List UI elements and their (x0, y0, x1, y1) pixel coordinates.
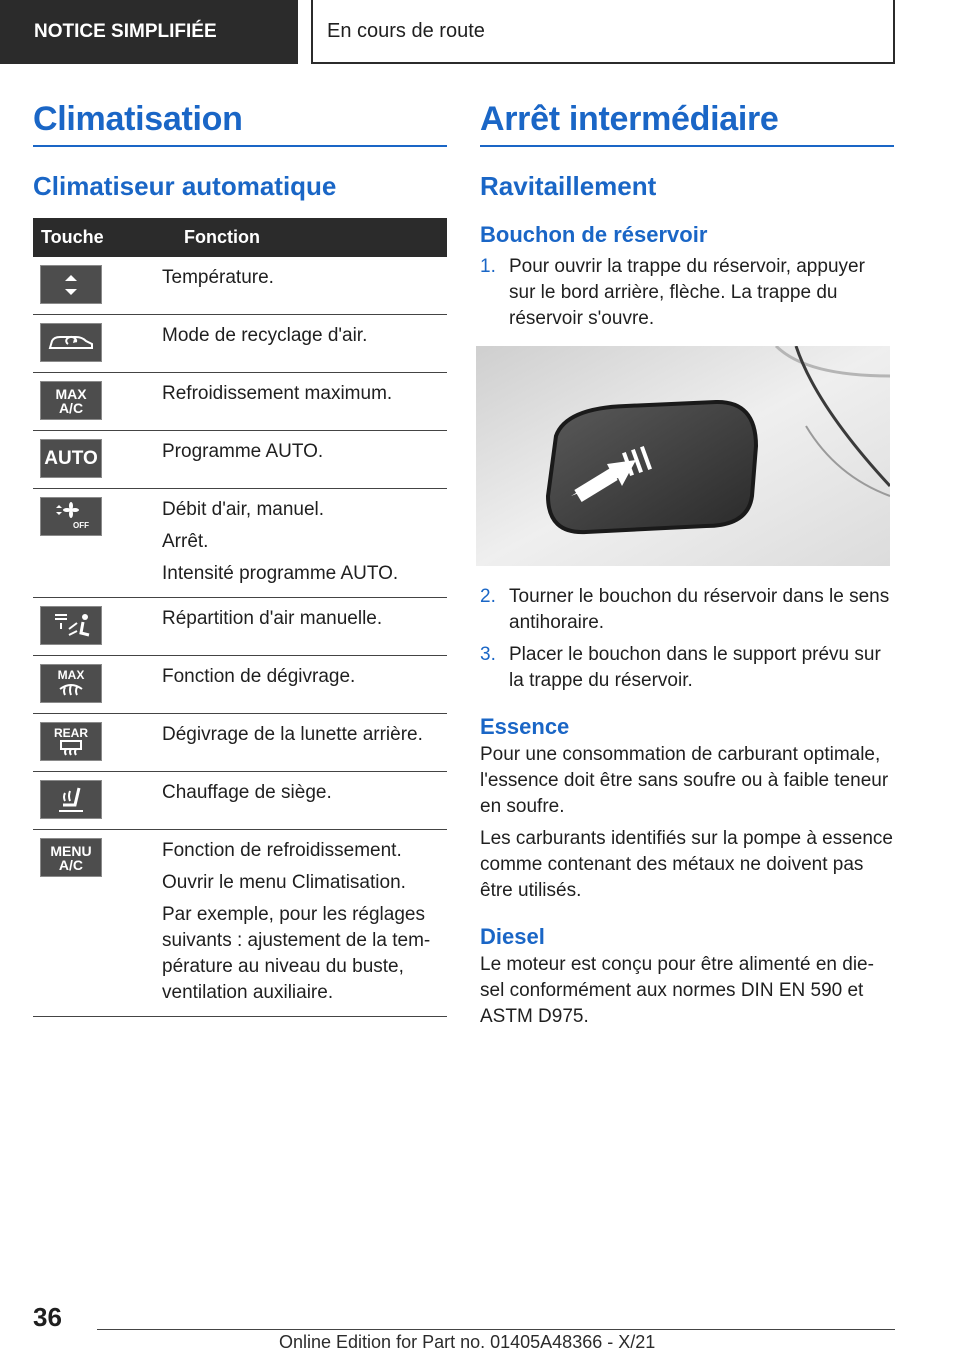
step-number: 2. (480, 586, 496, 607)
air-recirculation-icon (40, 323, 102, 362)
auto-icon (40, 439, 102, 478)
key-label: A/C (58, 399, 84, 416)
table-row (33, 257, 447, 315)
table-row (33, 598, 447, 656)
list-item (480, 584, 894, 636)
fuel-cap-steps-continued (480, 584, 894, 694)
edition-text: Online Edition for Part no. 01405A48366 - X/21 (279, 1332, 656, 1352)
table-row (33, 373, 447, 431)
function-text: Débit d'air, manuel. (162, 499, 325, 520)
key-label: AUTO (44, 447, 98, 469)
climatisation-title: Climatisation (33, 100, 447, 147)
function-text: Température. (162, 267, 274, 288)
function-text: Intensité programme AUTO. (162, 563, 399, 584)
ravitaillement-subtitle: Ravitaillement (480, 171, 657, 201)
climatiseur-subtitle: Climatiseur automatique (33, 171, 337, 201)
function-text: Ouvrir le menu Climatisation. (162, 872, 406, 893)
fan-off-icon (40, 497, 102, 536)
step-number: 1. (480, 256, 496, 277)
key-label: MAX (55, 385, 87, 402)
section-title: NOTICE SIMPLIFIÉE (34, 21, 217, 42)
air-distribution-icon (40, 606, 102, 645)
diesel-heading: Diesel (480, 924, 545, 949)
seat-heating-icon (40, 780, 102, 819)
step-text: Placer le bouchon dans le support prévu sur la trappe du réservoir. (509, 644, 881, 691)
step-number: 3. (480, 644, 496, 665)
left-column (33, 100, 447, 1017)
key-label: MAX (57, 667, 85, 682)
function-text: Chauffage de siège. (162, 782, 332, 803)
rear-defrost-icon (40, 722, 102, 761)
chapter-tab (311, 0, 895, 64)
max-ac-icon (40, 381, 102, 420)
table-row (33, 772, 447, 830)
list-item (480, 254, 894, 332)
function-text: Programme AUTO. (162, 441, 324, 462)
col-header-key: Touche (33, 218, 162, 257)
table-row (33, 830, 447, 1017)
function-text: Arrêt. (162, 531, 209, 552)
key-label: MENU (50, 842, 92, 859)
table-row (33, 656, 447, 714)
function-text: Répartition d'air manuelle. (162, 608, 383, 629)
key-label: A/C (58, 856, 84, 873)
max-defrost-icon (40, 664, 102, 703)
bouchon-heading: Bouchon de réservoir (480, 222, 708, 247)
col-header-function: Fonction (162, 218, 447, 257)
essence-heading: Essence (480, 714, 570, 739)
arret-intermediaire-title: Arrêt intermédiaire (480, 100, 894, 147)
function-text: Refroidissement maximum. (162, 383, 393, 404)
key-label: OFF (73, 520, 89, 530)
essence-paragraph: Pour une consommation de carburant optimale, l'essence doit être sans soufre ou à faible teneur en soufre. (480, 744, 889, 817)
function-text: Dégivrage de la lunette arrière. (162, 724, 423, 745)
function-text: Mode de recyclage d'air. (162, 325, 368, 346)
table-row (33, 714, 447, 772)
fuel-cap-steps (480, 254, 894, 332)
section-tab (0, 0, 298, 64)
essence-paragraph: Les carburants identifiés sur la pompe à essence comme contenant des métaux ne doivent pas être utilisés. (480, 828, 893, 901)
function-text: Fonction de refroidissement. (162, 840, 402, 861)
page-number: 36 (33, 1302, 62, 1332)
controls-table (33, 218, 447, 1017)
fuel-flap-photo (476, 346, 890, 566)
table-row (33, 315, 447, 373)
function-text: Par exemple, pour les réglages suivants : ajustement de la tem-pérature au niveau du buste, ventilation auxiliaire. (162, 904, 431, 1003)
right-column (480, 100, 894, 1030)
temperature-arrows-icon (40, 265, 102, 304)
step-text: Pour ouvrir la trappe du réservoir, appuyer sur le bord arrière, flèche. La trappe du réservoir s'ouvre. (509, 256, 865, 329)
footer-divider (97, 1329, 895, 1330)
key-label: REAR (53, 725, 88, 740)
table-header-row (33, 218, 447, 257)
list-item (480, 642, 894, 694)
function-text: Fonction de dégivrage. (162, 666, 356, 687)
diesel-paragraph: Le moteur est conçu pour être alimenté en die-sel conformément aux normes DIN EN 590 et ASTM D975. (480, 954, 874, 1027)
menu-ac-icon (40, 838, 102, 877)
step-text: Tourner le bouchon du réservoir dans le sens antihoraire. (509, 586, 890, 633)
table-row (33, 489, 447, 598)
chapter-title: En cours de route (327, 19, 485, 42)
table-row (33, 431, 447, 489)
